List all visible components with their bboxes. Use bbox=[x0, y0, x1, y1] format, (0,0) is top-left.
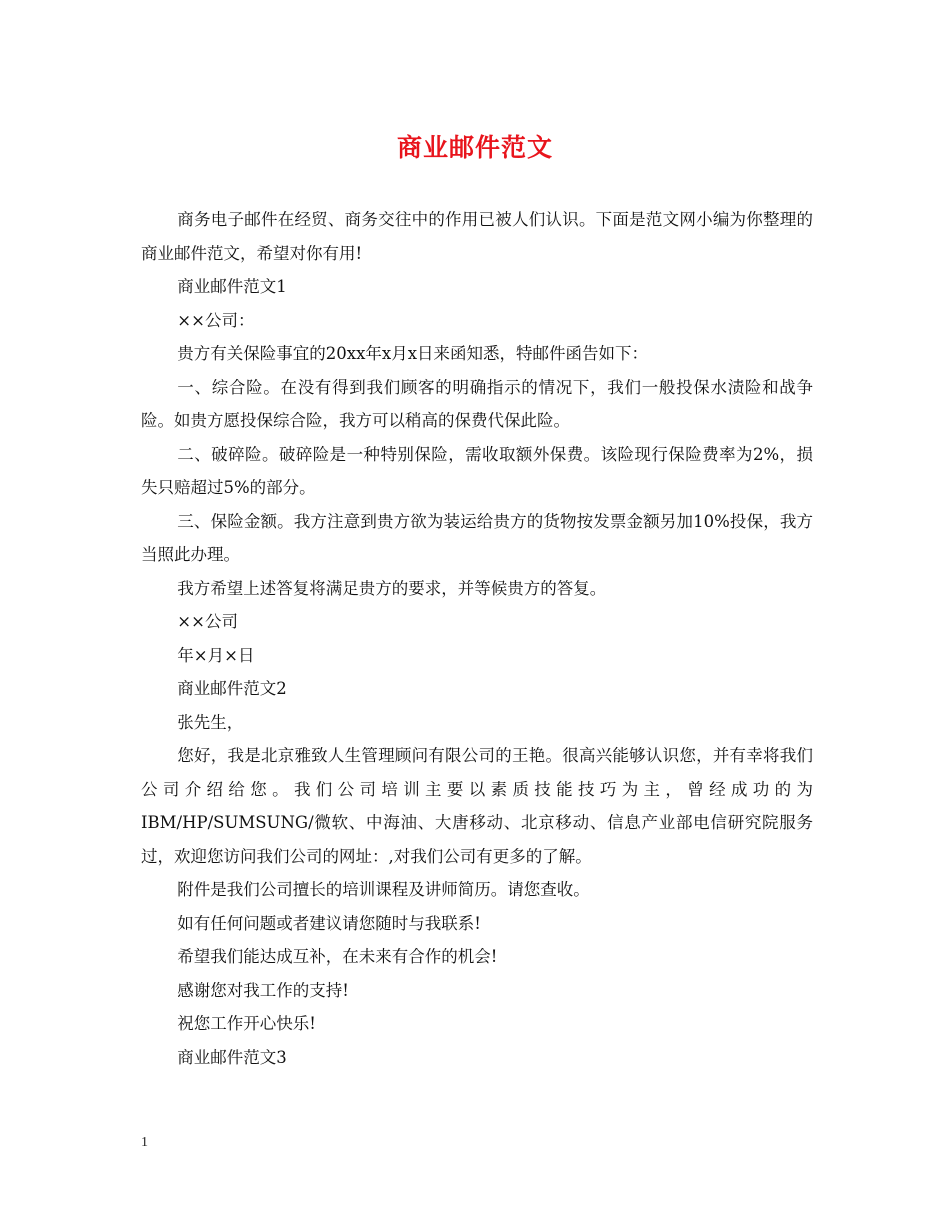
paragraph: 希望我们能达成互补，在未来有合作的机会! bbox=[177, 947, 498, 966]
paragraph: 我方希望上述答复将满足贵方的要求，并等候贵方的答复。 bbox=[177, 578, 607, 598]
paragraph: 如有任何问题或者建议请您随时与我联系! bbox=[177, 913, 481, 933]
paragraph-signature: ××公司 bbox=[177, 612, 238, 631]
document-body bbox=[141, 203, 813, 1074]
section-heading-2: 商业邮件范文2 bbox=[177, 679, 287, 698]
paragraph-salutation-company: ××公司： bbox=[177, 310, 255, 330]
paragraph: 感谢您对我工作的支持! bbox=[177, 980, 349, 1000]
paragraph: 祝您工作开心快乐! bbox=[177, 1014, 316, 1033]
paragraph: 附件是我们公司擅长的培训课程及讲师简历。请您查收。 bbox=[177, 880, 590, 899]
paragraph-date: 年×月×日 bbox=[177, 645, 255, 665]
paragraph: 贵方有关保险事宜的20xx年x月x日来函知悉，特邮件函告如下： bbox=[177, 344, 649, 363]
section-heading-3: 商业邮件范文3 bbox=[177, 1047, 287, 1067]
page-number: 1 bbox=[141, 1135, 148, 1150]
paragraph-intro: 商务电子邮件在经贸、商务交往中的作用已被人们认识。下面是范文网小编为你整理的商业邮件范文，希望对你有用! bbox=[141, 210, 813, 263]
paragraph: 二、破碎险。破碎险是一种特别保险，需收取额外保费。该险现行保险费率为2%，损失只赔超过5%的部分。 bbox=[141, 444, 813, 497]
section-heading-1: 商业邮件范文1 bbox=[177, 277, 287, 296]
document-title: 商业邮件范文 bbox=[396, 133, 553, 162]
paragraph: 三、保险金额。我方注意到贵方欲为装运给贵方的货物按发票金额另加10%投保，我方当照此办理。 bbox=[141, 511, 813, 564]
paragraph-salutation: 张先生， bbox=[177, 712, 244, 732]
paragraph: 一、综合险。在没有得到我们顾客的明确指示的情况下，我们一般投保水渍险和战争险。如贵方愿投保综合险，我方可以稍高的保费代保此险。 bbox=[141, 377, 813, 430]
paragraph: 您好，我是北京雅致人生管理顾问有限公司的王艳。很高兴能够认识您，并有幸将我们公司介绍给您。我们公司培训主要以素质技能技巧为主，曾经成功的为IBM/HP/SUMSUNG/微软、中海油、大唐移动、北京移动、信息产业部电信研究院服务过，欢迎您访问我们公司的网址：,对我们公司有更多的了解。 bbox=[141, 746, 813, 866]
